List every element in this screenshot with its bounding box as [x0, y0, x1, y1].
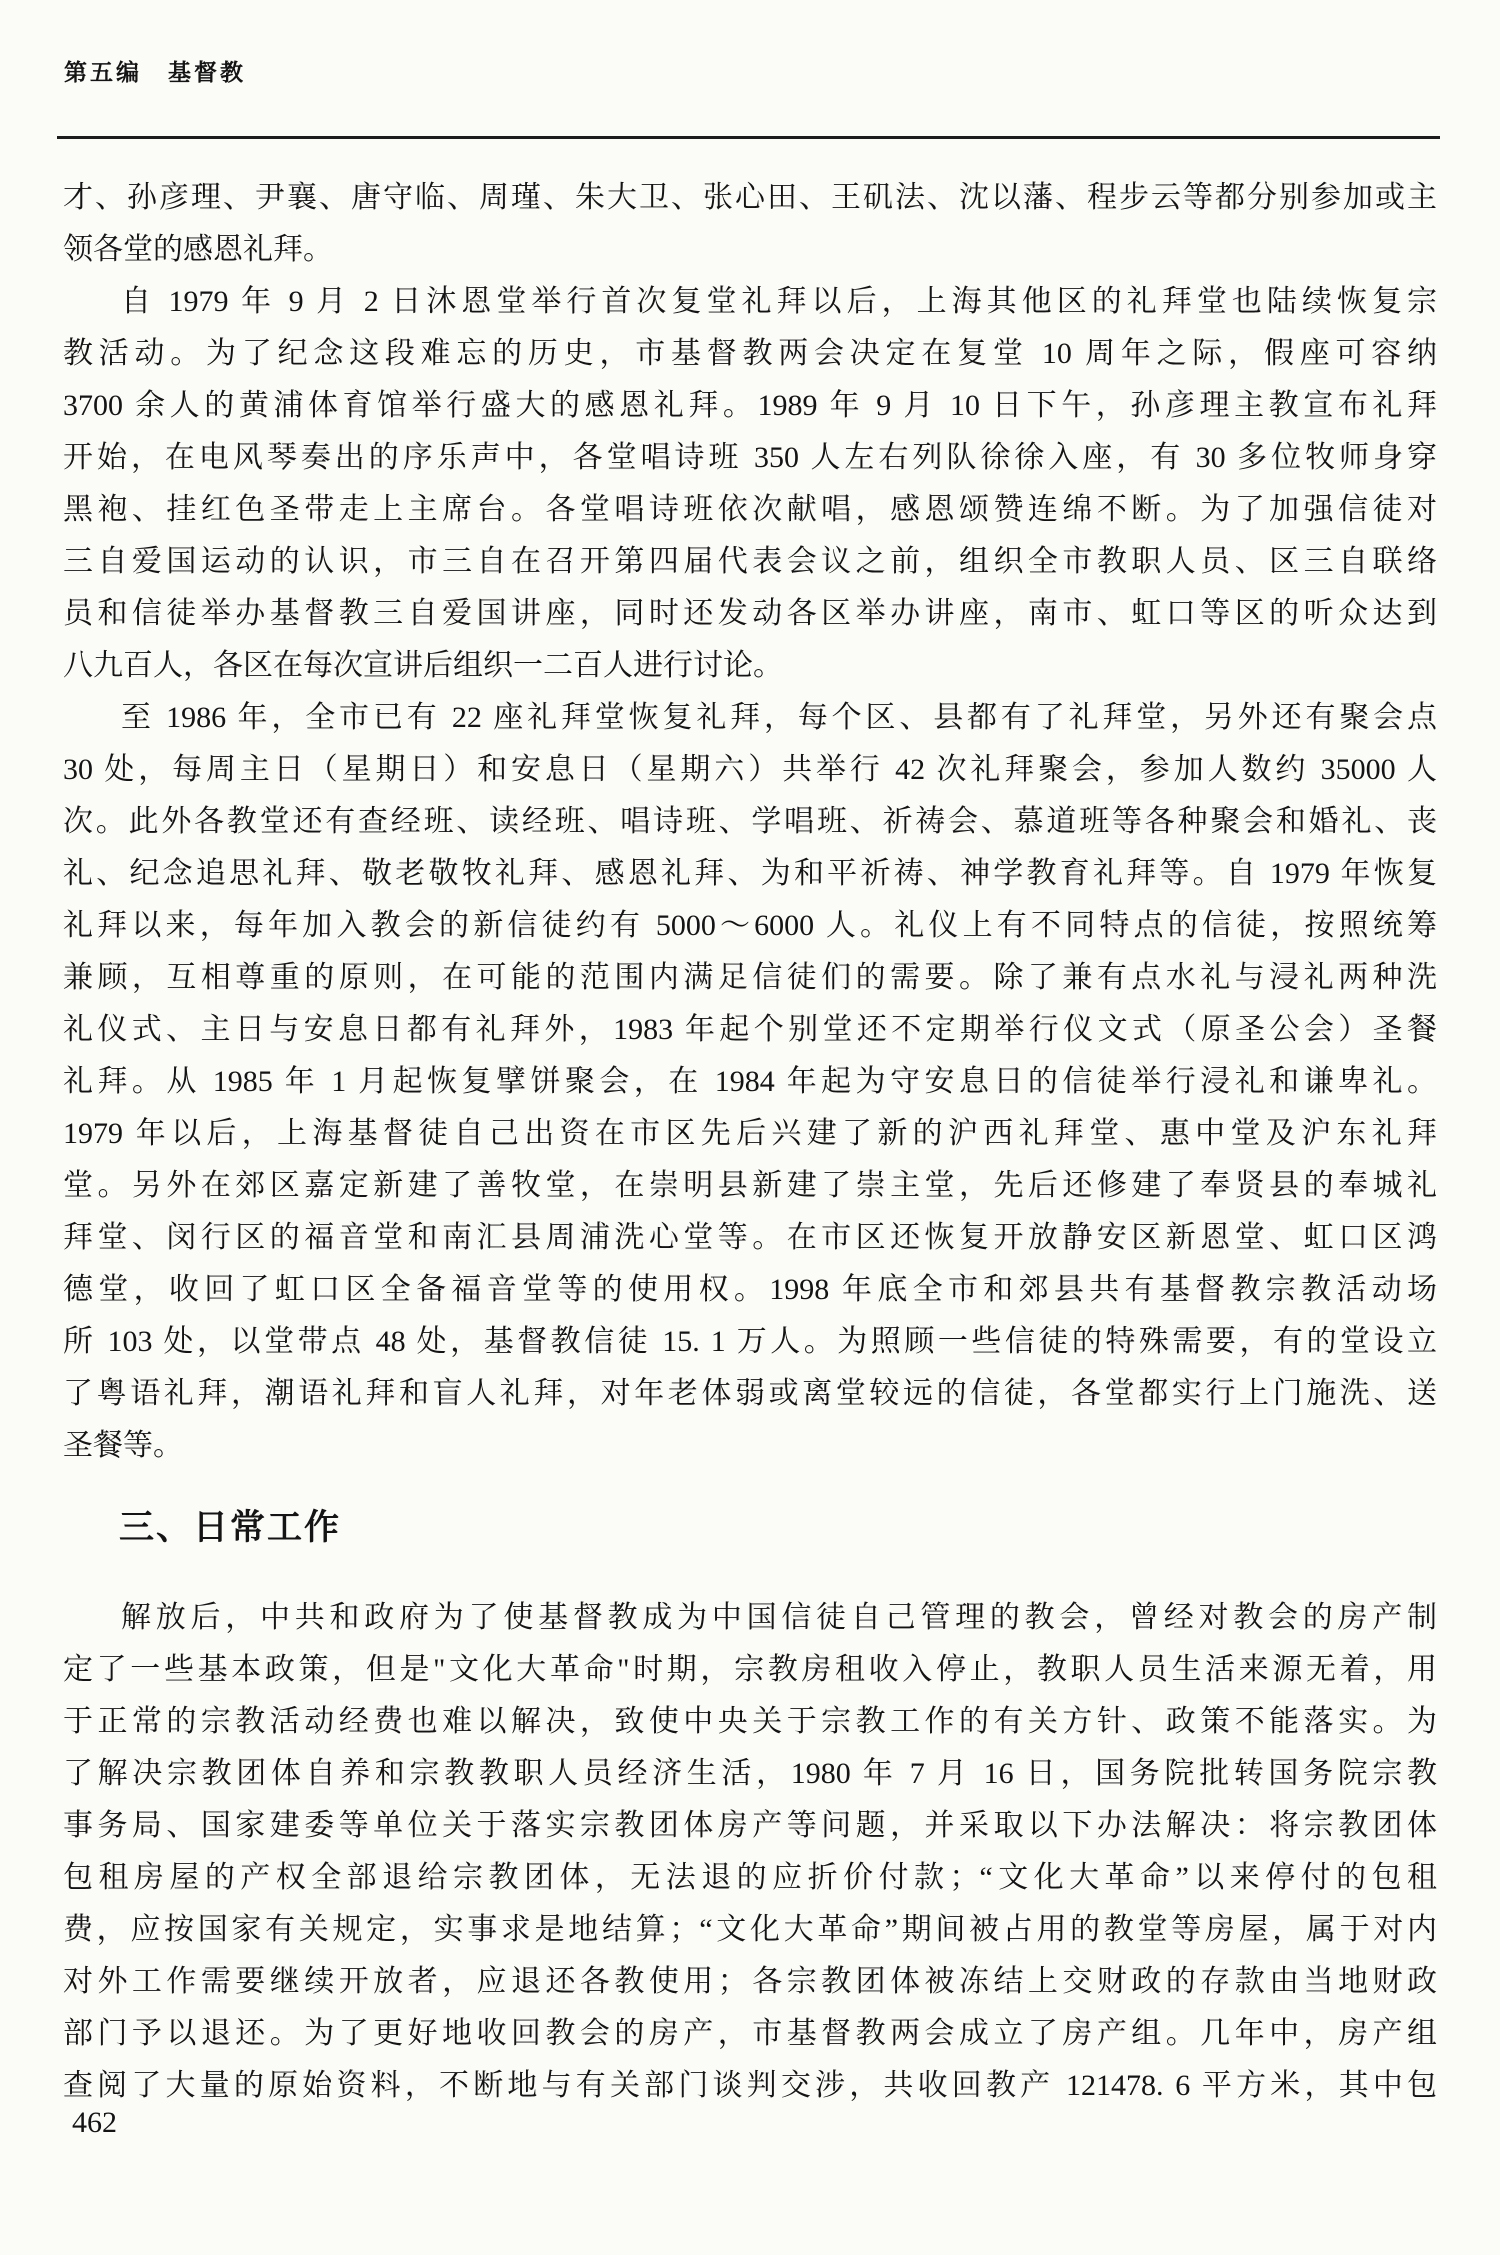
- text-line: 包租房屋的产权全部退给宗教团体，无法退的应折价付款；“文化大革命”以来停付的包租: [63, 1861, 1437, 1894]
- text-line: 礼、纪念追思礼拜、敬老敬牧礼拜、感恩礼拜、为和平祈祷、神学教育礼拜等。自 1979 年恢复: [63, 857, 1437, 890]
- text-line: 员和信徒举办基督教三自爱国讲座，同时还发动各区举办讲座，南市、虹口等区的听众达到: [63, 597, 1437, 630]
- text-line: 1979 年以后，上海基督徒自己出资在市区先后兴建了新的沪西礼拜堂、惠中堂及沪东礼拜: [63, 1117, 1437, 1150]
- text-line: 才、孙彦理、尹襄、唐守临、周瑾、朱大卫、张心田、王矶法、沈以藩、程步云等都分别参加或主: [63, 181, 1437, 214]
- text-line: 3700 余人的黄浦体育馆举行盛大的感恩礼拜。1989 年 9 月 10 日下午，孙彦理主教宣布礼拜: [63, 389, 1437, 422]
- text-line: 于正常的宗教活动经费也难以解决，致使中央关于宗教工作的有关方针、政策不能落实。为: [63, 1705, 1437, 1738]
- text-line: 圣餐等。: [63, 1429, 183, 1462]
- header-rule: [57, 136, 1440, 139]
- text-line: 三自爱国运动的认识，市三自在召开第四届代表会议之前，组织全市教职人员、区三自联络: [63, 545, 1437, 578]
- running-header: 第五编 基督教: [64, 60, 246, 85]
- text-line: 了粤语礼拜，潮语礼拜和盲人礼拜，对年老体弱或离堂较远的信徒，各堂都实行上门施洗、送: [63, 1377, 1437, 1410]
- text-line: 拜堂、闵行区的福音堂和南汇县周浦洗心堂等。在市区还恢复开放静安区新恩堂、虹口区鸿: [63, 1221, 1437, 1254]
- text-line: 德堂，收回了虹口区全备福音堂等的使用权。1998 年底全市和郊县共有基督教宗教活动场: [63, 1273, 1437, 1306]
- text-line: 解放后，中共和政府为了使基督教成为中国信徒自己管理的教会，曾经对教会的房产制: [121, 1601, 1437, 1634]
- text-line: 对外工作需要继续开放者，应退还各教使用；各宗教团体被冻结上交财政的存款由当地财政: [63, 1965, 1437, 1998]
- text-line: 至 1986 年，全市已有 22 座礼拜堂恢复礼拜，每个区、县都有了礼拜堂，另外还有聚会点: [121, 701, 1437, 734]
- text-line: 事务局、国家建委等单位关于落实宗教团体房产等问题，并采取以下办法解决：将宗教团体: [63, 1809, 1437, 1842]
- text-line: 领各堂的感恩礼拜。: [63, 233, 333, 266]
- text-line: 了解决宗教团体自养和宗教教职人员经济生活，1980 年 7 月 16 日，国务院批转国务院宗教: [63, 1757, 1437, 1790]
- text-line: 礼拜以来，每年加入教会的新信徒约有 5000～6000 人。礼仪上有不同特点的信徒，按照统筹: [63, 909, 1437, 942]
- text-line: 堂。另外在郊区嘉定新建了善牧堂，在崇明县新建了崇主堂，先后还修建了奉贤县的奉城礼: [63, 1169, 1437, 1202]
- section-heading: 三、日常工作: [119, 1508, 342, 1547]
- text-line: 费，应按国家有关规定，实事求是地结算；“文化大革命”期间被占用的教堂等房屋，属于对内: [63, 1913, 1437, 1946]
- text-line: 自 1979 年 9 月 2 日沐恩堂举行首次复堂礼拜以后，上海其他区的礼拜堂也陆续恢复宗: [121, 285, 1437, 318]
- text-line: 所 103 处，以堂带点 48 处，基督教信徒 15. 1 万人。为照顾一些信徒的特殊需要，有的堂设立: [63, 1325, 1437, 1358]
- text-line: 兼顾，互相尊重的原则，在可能的范围内满足信徒们的需要。除了兼有点水礼与浸礼两种洗: [63, 961, 1437, 994]
- page-number: 462: [72, 2106, 117, 2139]
- page-body: [63, 172, 1437, 2112]
- text-line: 礼拜。从 1985 年 1 月起恢复擘饼聚会，在 1984 年起为守安息日的信徒举行浸礼和谦卑礼。: [63, 1065, 1437, 1098]
- text-line: 定了一些基本政策，但是"文化大革命"时期，宗教房租收入停止，教职人员生活来源无着，用: [63, 1653, 1437, 1686]
- text-line: 八九百人，各区在每次宣讲后组织一二百人进行讨论。: [63, 649, 783, 682]
- text-line: 次。此外各教堂还有查经班、读经班、唱诗班、学唱班、祈祷会、慕道班等各种聚会和婚礼、丧: [63, 805, 1437, 838]
- text-line: 查阅了大量的原始资料，不断地与有关部门谈判交涉，共收回教产 121478. 6 平方米，其中包: [63, 2069, 1437, 2102]
- text-line: 教活动。为了纪念这段难忘的历史，市基督教两会决定在复堂 10 周年之际，假座可容纳: [63, 337, 1437, 370]
- text-line: 部门予以退还。为了更好地收回教会的房产，市基督教两会成立了房产组。几年中，房产组: [63, 2017, 1437, 2050]
- text-line: 黑袍、挂红色圣带走上主席台。各堂唱诗班依次献唱，感恩颂赞连绵不断。为了加强信徒对: [63, 493, 1437, 526]
- text-line: 开始，在电风琴奏出的序乐声中，各堂唱诗班 350 人左右列队徐徐入座，有 30 多位牧师身穿: [63, 441, 1437, 474]
- text-line: 礼仪式、主日与安息日都有礼拜外，1983 年起个别堂还不定期举行仪文式（原圣公会）圣餐: [63, 1013, 1437, 1046]
- text-line: 30 处，每周主日（星期日）和安息日（星期六）共举行 42 次礼拜聚会，参加人数约 35000 人: [63, 753, 1437, 786]
